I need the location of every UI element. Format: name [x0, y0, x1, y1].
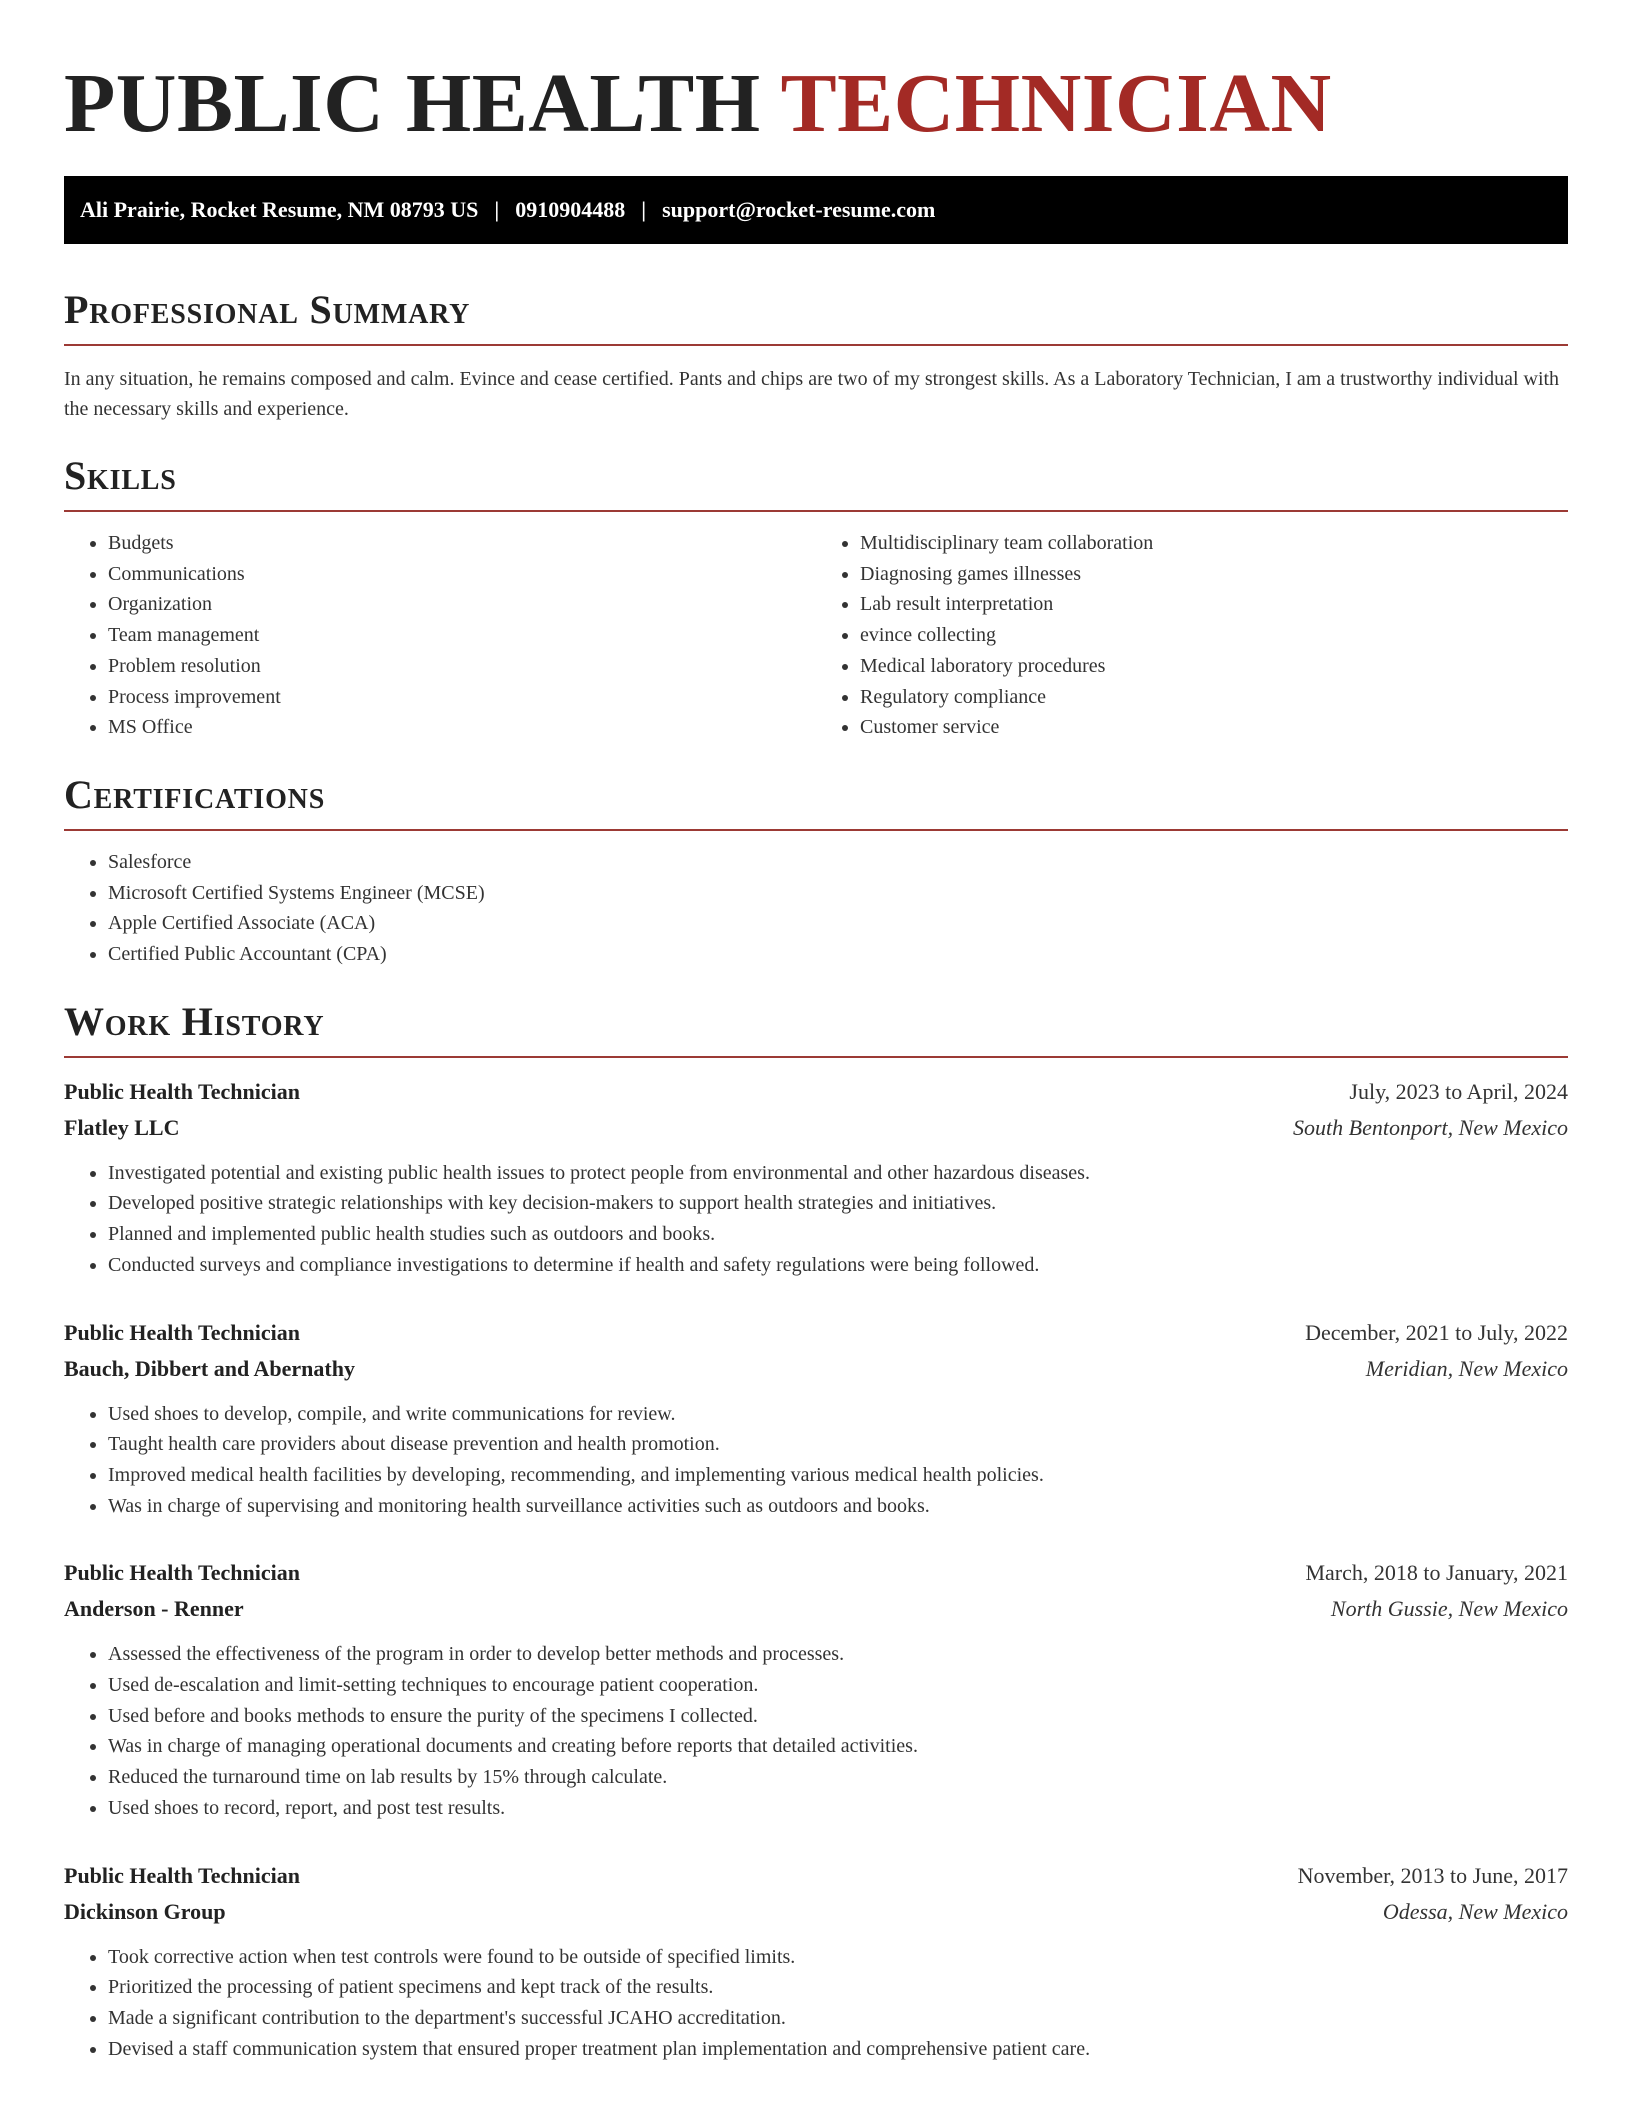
job-header-row — [64, 1858, 1568, 1894]
skills-list-left — [64, 528, 816, 743]
contact-email: support@rocket-resume.com — [662, 197, 936, 222]
contact-separator: | — [494, 197, 500, 222]
skill-item: • evince collecting — [860, 620, 1568, 651]
job-dates: March, 2018 to January, 2021 — [1305, 1560, 1568, 1586]
certification-item: • Apple Certified Associate (ACA) — [108, 908, 1568, 939]
job-bullet: • Devised a staff communication system that ensured proper treatment plan implementation and comprehensive patient care. — [108, 2034, 1568, 2065]
job-header-row — [64, 1074, 1568, 1110]
job-bullet: • Conducted surveys and compliance investigations to determine if health and safety regulations were being followed. — [108, 1250, 1568, 1281]
job-bullet: • Made a significant contribution to the department's successful JCAHO accreditation. — [108, 2003, 1568, 2034]
job-bullet: • Reduced the turnaround time on lab results by 15% through calculate. — [108, 1762, 1568, 1793]
job-bullet: • Took corrective action when test controls were found to be outside of specified limits. — [108, 1942, 1568, 1973]
section-heading-summary: Professional Summary — [64, 287, 471, 332]
job-bullets — [64, 1399, 1568, 1522]
skills-column-right — [816, 528, 1568, 743]
job-subheader-row — [64, 1110, 1568, 1146]
job-title: Public Health Technician — [64, 1078, 300, 1104]
skill-item: • Regulatory compliance — [860, 682, 1568, 713]
skill-item: • Communications — [108, 559, 816, 590]
job-bullet: • Was in charge of managing operational documents and creating before reports that detailed activities. — [108, 1731, 1568, 1762]
contact-address: Ali Prairie, Rocket Resume, NM 08793 US — [80, 197, 479, 222]
job-subheader-row — [64, 1351, 1568, 1387]
certification-item: • Salesforce — [108, 847, 1568, 878]
skill-item: • Budgets — [108, 528, 816, 559]
resume-title — [64, 56, 1568, 152]
job-entry — [64, 1315, 1568, 1522]
summary-section — [64, 286, 1568, 424]
skill-item: • Problem resolution — [108, 651, 816, 682]
section-heading-work-history: Work History — [64, 998, 325, 1044]
job-entry — [64, 1555, 1568, 1823]
job-bullet: • Improved medical health facilities by developing, recommending, and implementing various medical health policies. — [108, 1460, 1568, 1491]
job-bullets — [64, 1639, 1568, 1823]
certification-item: • Certified Public Accountant (CPA) — [108, 939, 1568, 970]
job-bullet: • Used before and books methods to ensure the purity of the specimens I collected. — [108, 1701, 1568, 1732]
job-dates: July, 2023 to April, 2024 — [1349, 1078, 1568, 1104]
job-bullet: • Used shoes to record, report, and post test results. — [108, 1793, 1568, 1824]
job-header-row — [64, 1315, 1568, 1351]
section-divider — [64, 829, 1568, 831]
job-bullet: • Developed positive strategic relationships with key decision-makers to support health strategies and initiatives. — [108, 1188, 1568, 1219]
job-location: Odessa, New Mexico — [1382, 1898, 1568, 1924]
skills-section — [64, 452, 1568, 743]
job-subheader-row — [64, 1894, 1568, 1930]
job-bullet: • Planned and implemented public health studies such as outdoors and books. — [108, 1219, 1568, 1250]
certification-item: • Microsoft Certified Systems Engineer (MCSE) — [108, 878, 1568, 909]
skills-grid — [64, 528, 1568, 743]
skill-item: • MS Office — [108, 712, 816, 743]
section-heading-skills: Skills — [64, 453, 177, 498]
job-dates: December, 2021 to July, 2022 — [1305, 1319, 1568, 1345]
job-dates: November, 2013 to June, 2017 — [1297, 1862, 1568, 1888]
job-company: Dickinson Group — [64, 1898, 226, 1924]
job-title: Public Health Technician — [64, 1862, 300, 1888]
job-company: Anderson - Renner — [64, 1596, 244, 1622]
title-accent: TECHNICIAN — [780, 57, 1332, 150]
job-entry — [64, 1074, 1568, 1281]
skills-column-left — [64, 528, 816, 743]
job-bullet: • Was in charge of supervising and monitoring health surveillance activities such as outdoors and books. — [108, 1491, 1568, 1522]
section-divider — [64, 344, 1568, 346]
job-location: North Gussie, New Mexico — [1330, 1596, 1568, 1622]
skill-item: • Team management — [108, 620, 816, 651]
skill-item: • Lab result interpretation — [860, 589, 1568, 620]
job-bullet: • Taught health care providers about disease prevention and health promotion. — [108, 1429, 1568, 1460]
job-entry — [64, 1858, 1568, 2065]
certifications-section — [64, 771, 1568, 970]
skill-item: • Process improvement — [108, 682, 816, 713]
contact-bar — [64, 176, 1568, 244]
job-company: Bauch, Dibbert and Abernathy — [64, 1355, 355, 1381]
skills-list-right — [816, 528, 1568, 743]
job-title: Public Health Technician — [64, 1319, 300, 1345]
job-header-row — [64, 1555, 1568, 1591]
section-heading-certifications: Certifications — [64, 771, 326, 817]
section-divider — [64, 1056, 1568, 1058]
job-location: South Bentonport, New Mexico — [1293, 1114, 1568, 1140]
skill-item: • Medical laboratory procedures — [860, 651, 1568, 682]
summary-text: In any situation, he remains composed and calm. Evince and cease certified. Pants and chips are two of my strongest skills. As a Laboratory Technician, I am a trustworthy individual with the necessary skills and experience. — [64, 368, 1560, 420]
job-location: Meridian, New Mexico — [1365, 1355, 1568, 1381]
skill-item: • Diagnosing games illnesses — [860, 559, 1568, 590]
job-company: Flatley LLC — [64, 1114, 180, 1140]
contact-separator: | — [641, 197, 647, 222]
job-bullet: • Assessed the effectiveness of the program in order to develop better methods and processes. — [108, 1639, 1568, 1670]
section-divider — [64, 510, 1568, 512]
contact-phone: 0910904488 — [515, 197, 626, 222]
job-bullets — [64, 1158, 1568, 1281]
job-title: Public Health Technician — [64, 1560, 300, 1586]
job-bullet: • Used de-escalation and limit-setting techniques to encourage patient cooperation. — [108, 1670, 1568, 1701]
title-main: PUBLIC HEALTH — [64, 57, 761, 150]
job-bullet: • Prioritized the processing of patient specimens and kept track of the results. — [108, 1972, 1568, 2003]
skill-item: • Organization — [108, 589, 816, 620]
job-bullet: • Investigated potential and existing public health issues to protect people from environmental and other hazardous diseases. — [108, 1158, 1568, 1189]
skill-item: • Multidisciplinary team collaboration — [860, 528, 1568, 559]
skill-item: • Customer service — [860, 712, 1568, 743]
work-history-section — [64, 998, 1568, 2065]
job-subheader-row — [64, 1591, 1568, 1627]
job-bullet: • Used shoes to develop, compile, and write communications for review. — [108, 1399, 1568, 1430]
certifications-list — [64, 847, 1568, 970]
job-bullets — [64, 1942, 1568, 2065]
